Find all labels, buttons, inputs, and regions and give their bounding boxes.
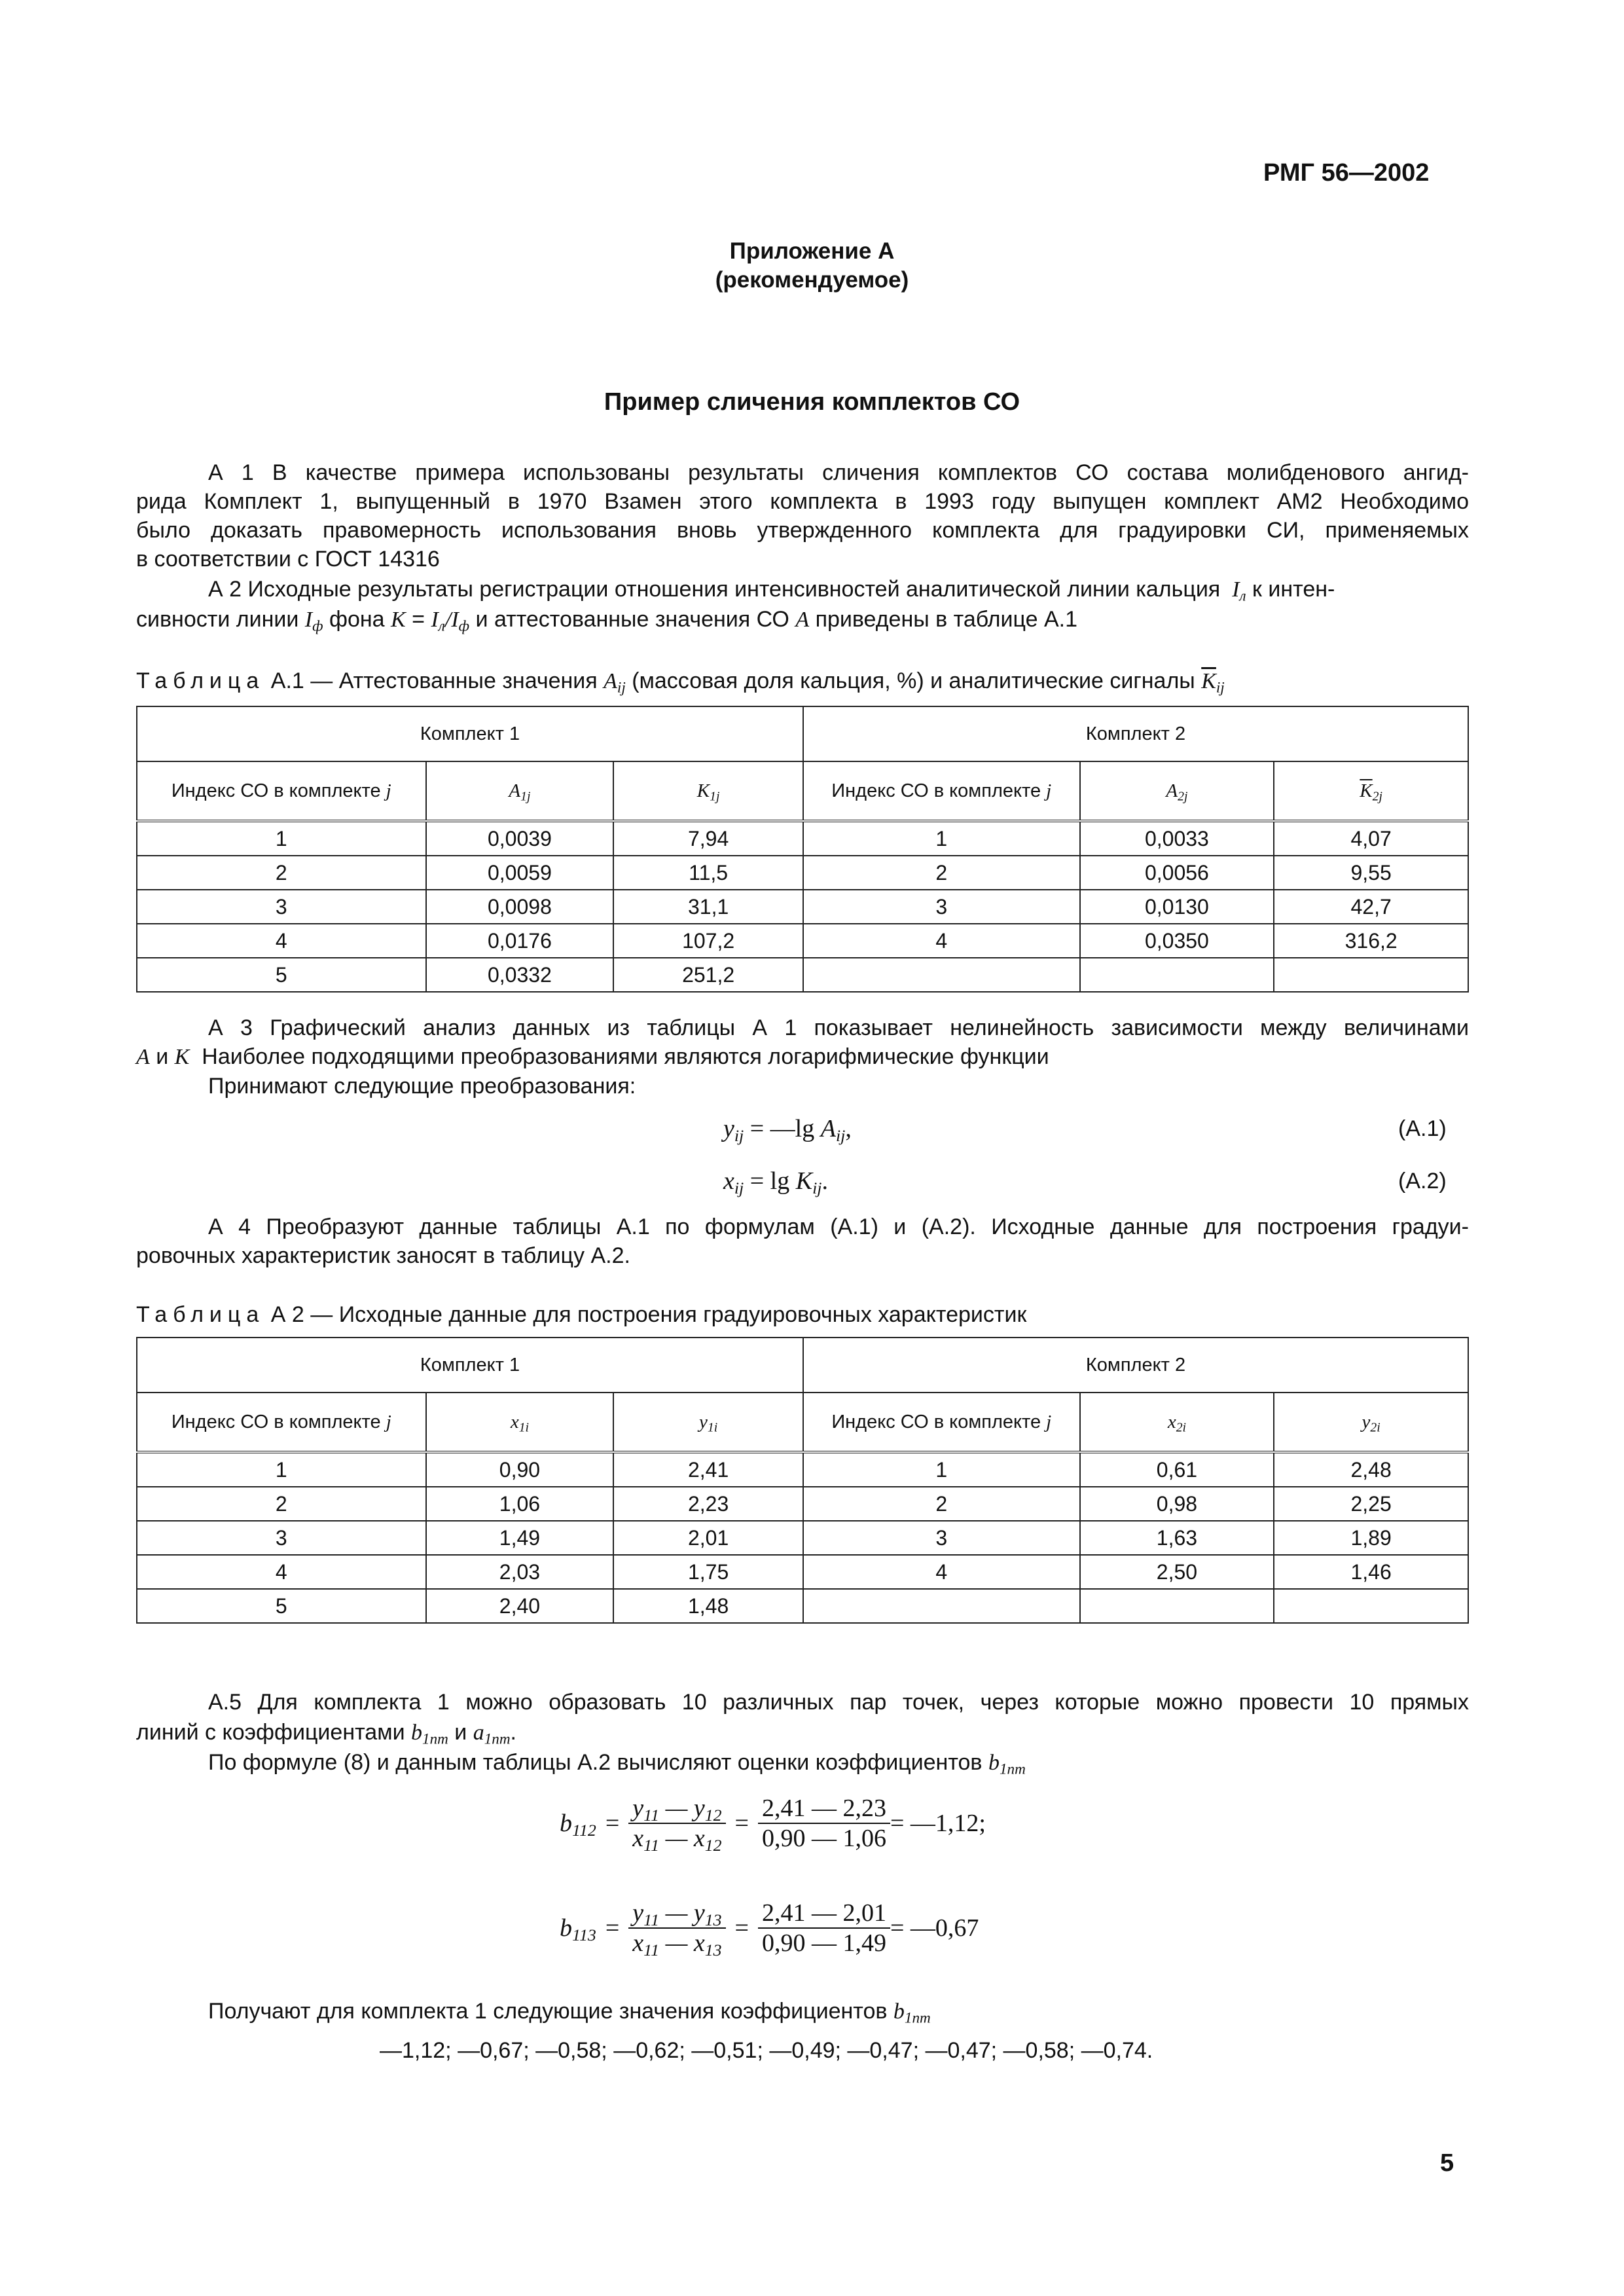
table-row xyxy=(137,924,1468,958)
calc-b112-result: = —1,12; xyxy=(890,1810,986,1837)
table1-col-k1: $K_{1j}$ xyxy=(613,761,803,821)
table-cell: 7,94 xyxy=(613,821,803,856)
table-cell: 2,40 xyxy=(426,1589,614,1623)
table-cell: 0,90 xyxy=(426,1452,614,1487)
symbol-kij-sub: ij xyxy=(1216,679,1225,697)
table-cell: 3 xyxy=(137,890,426,924)
table-cell: 3 xyxy=(803,890,1080,924)
table-cell: 316,2 xyxy=(1274,924,1468,958)
result-values: —1,12; —0,67; —0,58; —0,62; —0,51; —0,49; —0,47; —0,47; —0,58; —0,74. xyxy=(380,2038,1153,2063)
table-cell: 1,49 xyxy=(426,1521,614,1555)
table-cell: 2,01 xyxy=(613,1521,803,1555)
table1-col-a2: $A_{2j}$ xyxy=(1080,761,1274,821)
para-a5-line2: линий с коэффициентами $b_{1nm}$ и $a_{1nm}$. xyxy=(136,1720,516,1748)
para-a5-line1: А.5 Для комплекта 1 можно образовать 10 различных пар точек, через которые можно провести 10 прямых xyxy=(208,1690,1469,1715)
table-cell: 4 xyxy=(803,1555,1080,1589)
table-cell: 2 xyxy=(137,1487,426,1521)
para-a5-line2-a: линий с коэффициентами xyxy=(136,1720,405,1745)
table-cell xyxy=(803,958,1080,992)
table-cell: 2 xyxy=(137,856,426,890)
para-a3-line2-rest: Наиболее подходящими преобразованиями являются логарифмические функции xyxy=(202,1044,1049,1069)
appendix-title: Приложение А xyxy=(729,238,895,264)
symbol-kij-mean: $\overline{K}$ xyxy=(1201,669,1216,693)
formula-a1: $y_{ij}$ = —lg $A_{ij}$ , xyxy=(723,1115,852,1146)
para-a3-line2: A и K Наиболее подходящими преобразованиями являются логарифмические функции xyxy=(136,1044,1049,1069)
section-title: Пример сличения комплектов СО xyxy=(604,388,1020,416)
table-cell: 4 xyxy=(137,1555,426,1589)
table-cell: 0,0039 xyxy=(426,821,614,856)
table-row xyxy=(137,1452,1468,1487)
para-a2-line2-b: фона xyxy=(329,607,385,632)
table-cell: 3 xyxy=(137,1521,426,1555)
para-a2-end: к интен- xyxy=(1252,577,1335,602)
table-cell: 31,1 xyxy=(613,890,803,924)
para-a5-line3 xyxy=(208,1748,1026,1777)
para-a2-line2-a: сивности линии xyxy=(136,607,299,632)
table2-caption xyxy=(136,1300,1026,1329)
table-row xyxy=(137,1589,1468,1623)
para-a5-line3-text: По формуле (8) и данным таблицы А.2 вычисляют оценки коэффициентов xyxy=(208,1750,983,1775)
table1-col-index1: Индекс СО в комплекте j xyxy=(137,761,426,821)
para-a1-line2: рида Комплект 1, выпущенный в 1970 Взамен этого комплекта в 1993 году выпущен комплект АМ2 Необходимо xyxy=(136,489,1469,514)
symbol-i-line: $I_л$ xyxy=(1226,577,1246,605)
table-row xyxy=(137,958,1468,992)
table-cell xyxy=(1274,958,1468,992)
table2-col-y1: $y_{1i}$ xyxy=(613,1393,803,1452)
calc-b112: $b_{112}$ = $\frac{y_{11} — y_{12}}{x_{11} — x_{12}}$ = $\frac{2,41 — 2,23}{0,90 — 1,06}$ = —1,12; xyxy=(560,1795,986,1855)
para-a2-line2 xyxy=(136,605,1077,634)
para-a2-line2-d: приведены в таблице А.1 xyxy=(815,607,1077,632)
table-cell: 5 xyxy=(137,958,426,992)
table-cell: 0,98 xyxy=(1080,1487,1274,1521)
calc-b113-result: = —0,67 xyxy=(890,1914,979,1942)
table-row xyxy=(137,1487,1468,1521)
table-cell: 1 xyxy=(137,821,426,856)
table1-col-index2: Индекс СО в комплекте j xyxy=(803,761,1080,821)
table-cell: 1,46 xyxy=(1274,1555,1468,1589)
table-row xyxy=(137,856,1468,890)
table1-caption xyxy=(136,666,1225,696)
table1-caption-text: А.1 — Аттестованные значения xyxy=(270,668,598,693)
para-a3-line1: А 3 Графический анализ данных из таблицы А 1 показывает нелинейность зависимости между величинами xyxy=(208,1015,1469,1040)
para-a5-line2-b: и xyxy=(454,1720,467,1745)
calc-b113: $b_{113}$ = $\frac{y_{11} — y_{13}}{x_{11} — x_{13}}$ = $\frac{2,41 — 2,01}{0,90 — 1,49}$ = —0,67 xyxy=(560,1899,979,1960)
para-a1-line1: А 1 В качестве примера использованы результаты сличения комплектов СО состава молибденового ангид- xyxy=(208,460,1469,485)
table-row xyxy=(137,821,1468,856)
table2-col-x1: $x_{1i}$ xyxy=(426,1393,614,1452)
table-cell: 1 xyxy=(803,1452,1080,1487)
formula-k-rhs: $I_л/I_ф$ xyxy=(431,608,470,635)
table1-group1: Комплект 1 xyxy=(137,706,803,761)
table2-col-index2: Индекс СО в комплекте j xyxy=(803,1393,1080,1452)
table2-col-index1: Индекс СО в комплекте j xyxy=(137,1393,426,1452)
symbol-b1nm-2: $b_{1nm}$ xyxy=(988,1751,1026,1778)
result-intro-text: Получают для комплекта 1 следующие значения коэффициентов xyxy=(208,1999,888,2024)
table-cell xyxy=(803,1589,1080,1623)
para-a4-line1: А 4 Преобразуют данные таблицы А.1 по формулам (А.1) и (А.2). Исходные данные для построения градуи- xyxy=(208,1214,1469,1239)
table-cell: 2,23 xyxy=(613,1487,803,1521)
table-cell: 2,48 xyxy=(1274,1452,1468,1487)
table1-caption-mid: (массовая доля кальция, %) и аналитические сигналы xyxy=(632,668,1195,693)
table-cell: 0,0332 xyxy=(426,958,614,992)
formula-a2-number: (А.2) xyxy=(1398,1169,1447,1194)
table-cell: 1 xyxy=(137,1452,426,1487)
symbol-i-background: $I_ф$ xyxy=(304,608,323,635)
table-cell xyxy=(1274,1589,1468,1623)
symbol-b1nm: $b_{1nm}$ xyxy=(411,1721,448,1748)
table-cell: 42,7 xyxy=(1274,890,1468,924)
table1-col-k2: $\overline{K}_{2j}$ xyxy=(1274,761,1468,821)
formula-a1-number: (А.1) xyxy=(1398,1116,1447,1141)
table-cell: 0,0059 xyxy=(426,856,614,890)
table2-group1: Комплект 1 xyxy=(137,1338,803,1393)
table2-col-x2: $x_{2i}$ xyxy=(1080,1393,1274,1452)
table-cell: 1,63 xyxy=(1080,1521,1274,1555)
formula-k: K xyxy=(391,608,406,632)
symbol-a: A xyxy=(795,608,810,632)
para-a2-line1 xyxy=(208,575,1335,604)
table2-group2: Комплект 2 xyxy=(803,1338,1468,1393)
para-a2-text: А 2 Исходные результаты регистрации отношения интенсивностей аналитической линии кальция xyxy=(208,577,1221,602)
document-code: РМГ 56—2002 xyxy=(1263,159,1430,187)
table1-caption-prefix: Таблица xyxy=(136,668,265,693)
table-cell: 0,0176 xyxy=(426,924,614,958)
table1-group2: Комплект 2 xyxy=(803,706,1468,761)
table-cell: 9,55 xyxy=(1274,856,1468,890)
table-cell: 2,50 xyxy=(1080,1555,1274,1589)
table2-caption-prefix: Таблица xyxy=(136,1302,265,1327)
table2 xyxy=(136,1337,1469,1624)
para-a4-line2: ровочных характеристик заносят в таблицу А.2. xyxy=(136,1243,630,1268)
table-cell: 0,0098 xyxy=(426,890,614,924)
table-cell: 2,41 xyxy=(613,1452,803,1487)
table-cell: 0,0130 xyxy=(1080,890,1274,924)
formula-a2: $x_{ij}$ = lg $K_{ij}$ . xyxy=(723,1167,828,1198)
table-cell: 0,0033 xyxy=(1080,821,1274,856)
table-cell: 1,89 xyxy=(1274,1521,1468,1555)
table-cell: 0,0056 xyxy=(1080,856,1274,890)
table-cell xyxy=(1080,958,1274,992)
table-cell: 3 xyxy=(803,1521,1080,1555)
symbol-b1nm-3: $b_{1nm}$ xyxy=(893,1999,931,2027)
table-cell: 4 xyxy=(803,924,1080,958)
table-cell: 5 xyxy=(137,1589,426,1623)
table-cell: 4,07 xyxy=(1274,821,1468,856)
table-cell: 11,5 xyxy=(613,856,803,890)
table-cell: 1 xyxy=(803,821,1080,856)
symbol-a1nm: $a_{1nm}$ xyxy=(473,1721,511,1748)
para-a1-line4: в соответствии с ГОСТ 14316 xyxy=(136,547,440,572)
table-cell: 0,61 xyxy=(1080,1452,1274,1487)
table2-col-y2: $y_{2i}$ xyxy=(1274,1393,1468,1452)
table-row xyxy=(137,1555,1468,1589)
symbol-k-var: K xyxy=(174,1045,190,1069)
symbol-a-var: A xyxy=(136,1045,150,1069)
table1-col-a1: $A_{1j}$ xyxy=(426,761,614,821)
table-cell: 1,75 xyxy=(613,1555,803,1589)
table-cell xyxy=(1080,1589,1274,1623)
table-cell: 107,2 xyxy=(613,924,803,958)
para-a3-line3: Принимают следующие преобразования: xyxy=(208,1074,636,1099)
table-cell: 251,2 xyxy=(613,958,803,992)
formula-k-def: = xyxy=(405,607,431,632)
table-cell: 2 xyxy=(803,856,1080,890)
table-cell: 2,25 xyxy=(1274,1487,1468,1521)
page-number: 5 xyxy=(1440,2149,1454,2177)
table-cell: 1,06 xyxy=(426,1487,614,1521)
table-cell: 0,0350 xyxy=(1080,924,1274,958)
para-a1-line3: было доказать правомерность использования вновь утвержденного комплекта для градуировки СИ, применяемых xyxy=(136,518,1469,543)
result-intro xyxy=(208,1997,931,2026)
table2-caption-text: А 2 — Исходные данные для построения градуировочных характеристик xyxy=(270,1302,1027,1327)
appendix-status: (рекомендуемое) xyxy=(715,267,909,293)
symbol-aij: $A_{ij}$ xyxy=(604,669,626,697)
table-row xyxy=(137,1521,1468,1555)
table-cell: 1,48 xyxy=(613,1589,803,1623)
table-cell: 2,03 xyxy=(426,1555,614,1589)
table-cell: 4 xyxy=(137,924,426,958)
table-row xyxy=(137,890,1468,924)
para-a2-line2-c: и аттестованные значения СО xyxy=(475,607,789,632)
table1 xyxy=(136,706,1469,993)
table-cell: 2 xyxy=(803,1487,1080,1521)
